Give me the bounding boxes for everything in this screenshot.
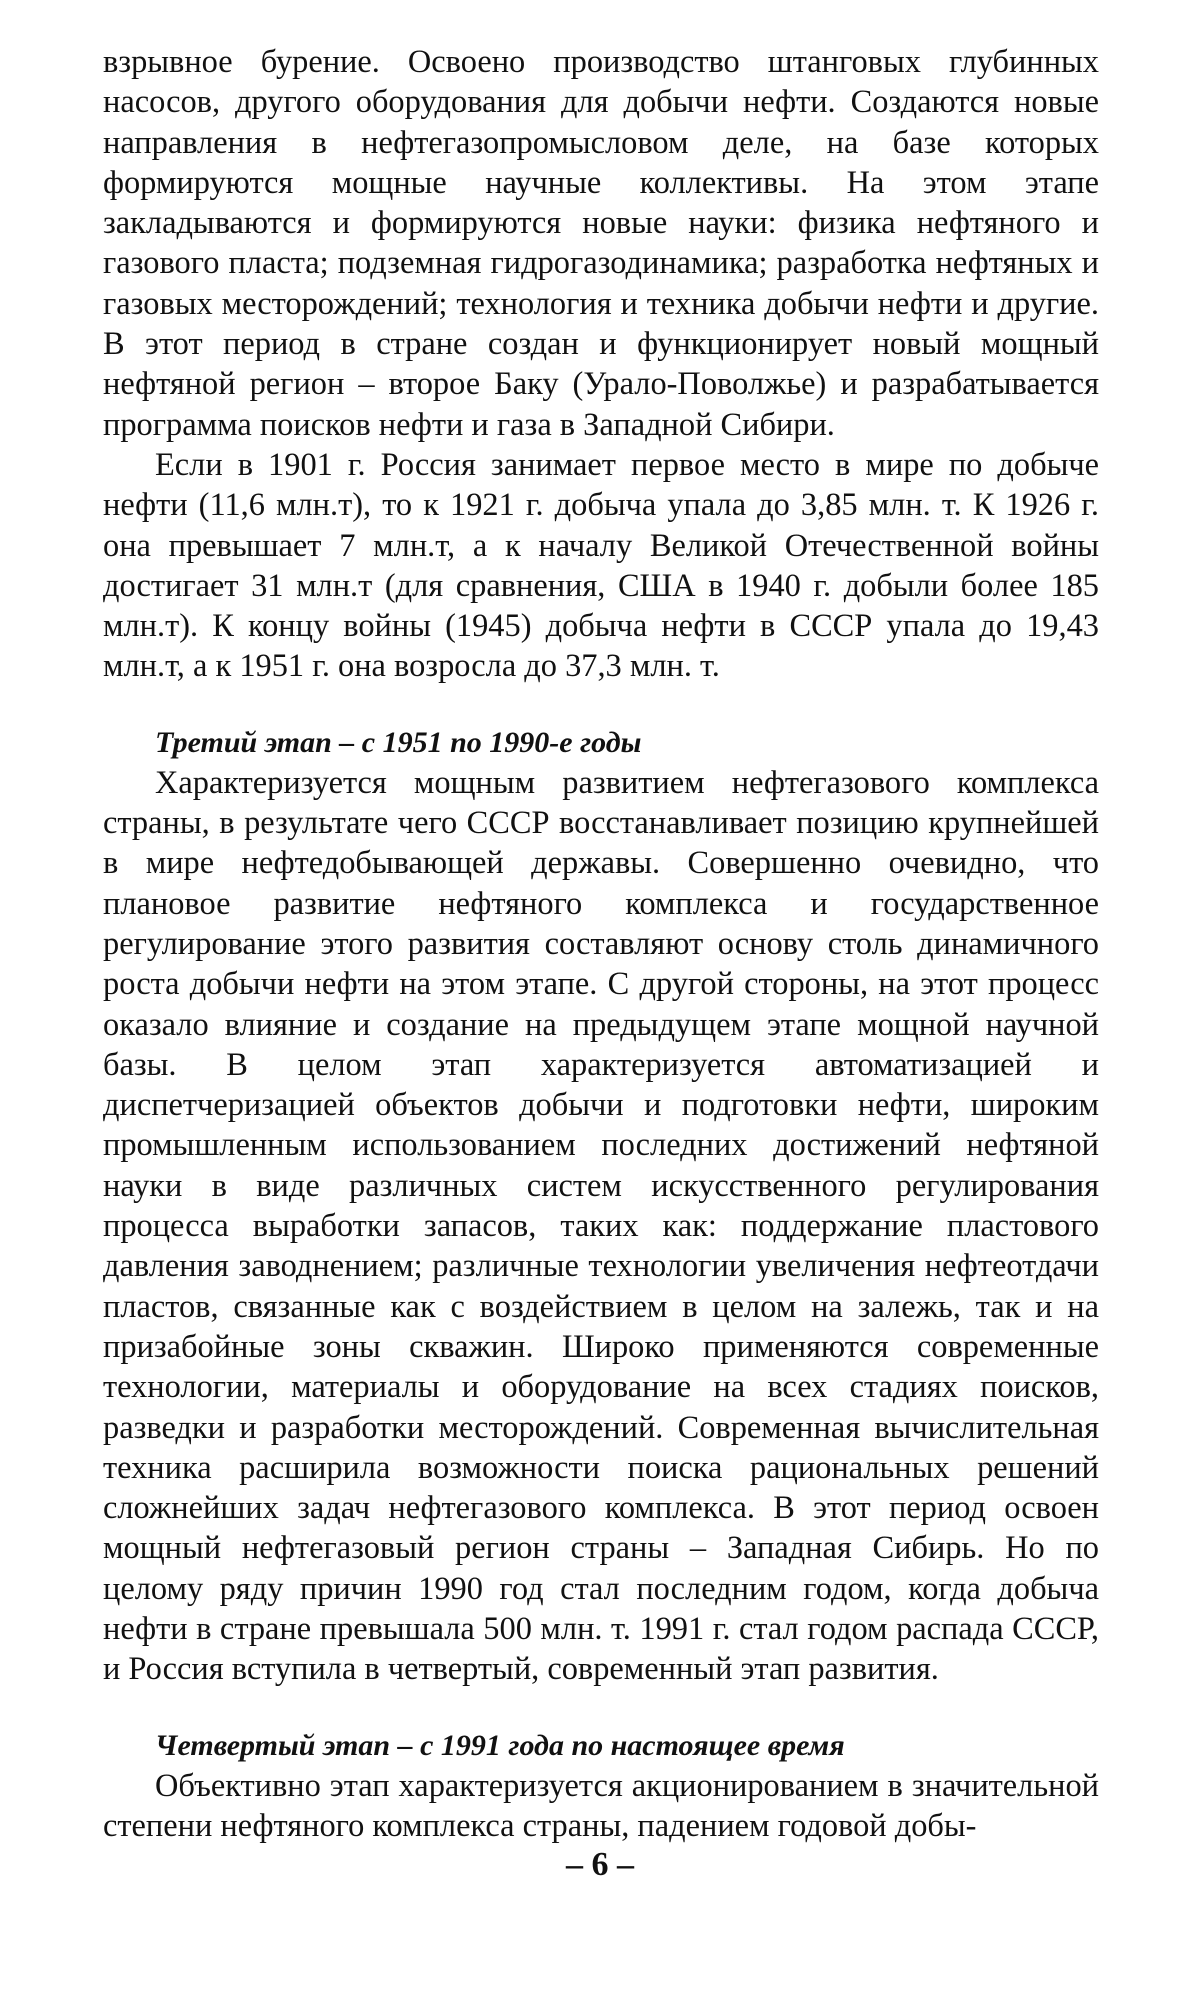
section-spacer xyxy=(103,687,1099,723)
paragraph-fourth-stage: Объективно этап характеризуется акционированием в значительной степени нефтяного комплекса страны, падением годовой добы- xyxy=(103,1767,1099,1844)
paragraph-continuation: взрывное бурение. Освоено производство штанговых глубинных насосов, другого оборудования для добычи нефти. Создаются новые направления в нефтегазопромысловом деле, на базе которых формируются мощные научные коллективы. На этом этапе закладываются и формируются новые науки: физика нефтяного и газового пласта; подземная гидрогазодинамика; разработка нефтяных и газовых месторождений; технология и техника добычи нефти и другие. В этот период в стране создан и функционирует новый мощный нефтяной регион – второе Баку (Урало-Поволжье) и разрабатывается программа поисков нефти и газа в Западной Сибири. xyxy=(103,44,1099,443)
section-spacer xyxy=(103,1690,1099,1726)
page-number: – 6 – xyxy=(566,1846,634,1883)
paragraph-third-stage: Характеризуется мощным развитием нефтегазового комплекса страны, в результате чего СССР восстанавливает позицию крупнейшей в мире нефтедобывающей державы. Совершенно очевидно, что плановое развитие нефтяного комплекса и государственное регулирование этого развития составляют основу столь динамичного роста добычи нефти на этом этапе. С другой стороны, на этот процесс оказало влияние и создание на предыдущем этапе мощной научной базы. В целом этап характеризуется автоматизацией и диспетчеризацией объектов добычи и подготовки нефти, широким промышленным использованием последних достижений нефтяной науки в виде различных систем искусственного регулирования процесса выработки запасов, таких как: поддержание пластового давления заводнением; различные технологии увеличения нефтеотдачи пластов, связанные как с воздействием в целом на залежь, так и на призабойные зоны скважин. Широко применяются современные технологии, материалы и оборудование на всех стадиях поисков, разведки и разработки месторождений. Современная вычислительная техника расширила возможности поиска рациональных решений сложнейших задач нефтегазового комплекса. В этот период освоен мощный нефтегазовый регион страны – Западная Сибирь. Но по целому ряду причин 1990 год стал последним годом, когда добыча нефти в стране превышала 500 млн. т. 1991 г. стал годом распада СССР, и Россия вступила в четвертый, современный этап развития. xyxy=(103,764,1099,1688)
paragraph-oil-production-history: Если в 1901 г. Россия занимает первое место в мире по добыче нефти (11,6 млн.т), то к 1921 г. добыча упала до 3,85 млн. т. К 1926 г. она превышает 7 млн.т, а к началу Великой Отечественной войны достигает 31 млн.т (для сравнения, США в 1940 г. добыли более 185 млн.т). К концу войны (1945) добыча нефти в СССР упала до 19,43 млн.т, а к 1951 г. она возросла до 37,3 млн. т. xyxy=(103,446,1099,685)
document-page xyxy=(103,42,1099,1846)
section-heading-fourth-stage: Четвертый этап – с 1991 года по настоящее время xyxy=(155,1728,845,1762)
section-heading-third-stage: Третий этап – с 1951 по 1990-е годы xyxy=(155,725,642,759)
